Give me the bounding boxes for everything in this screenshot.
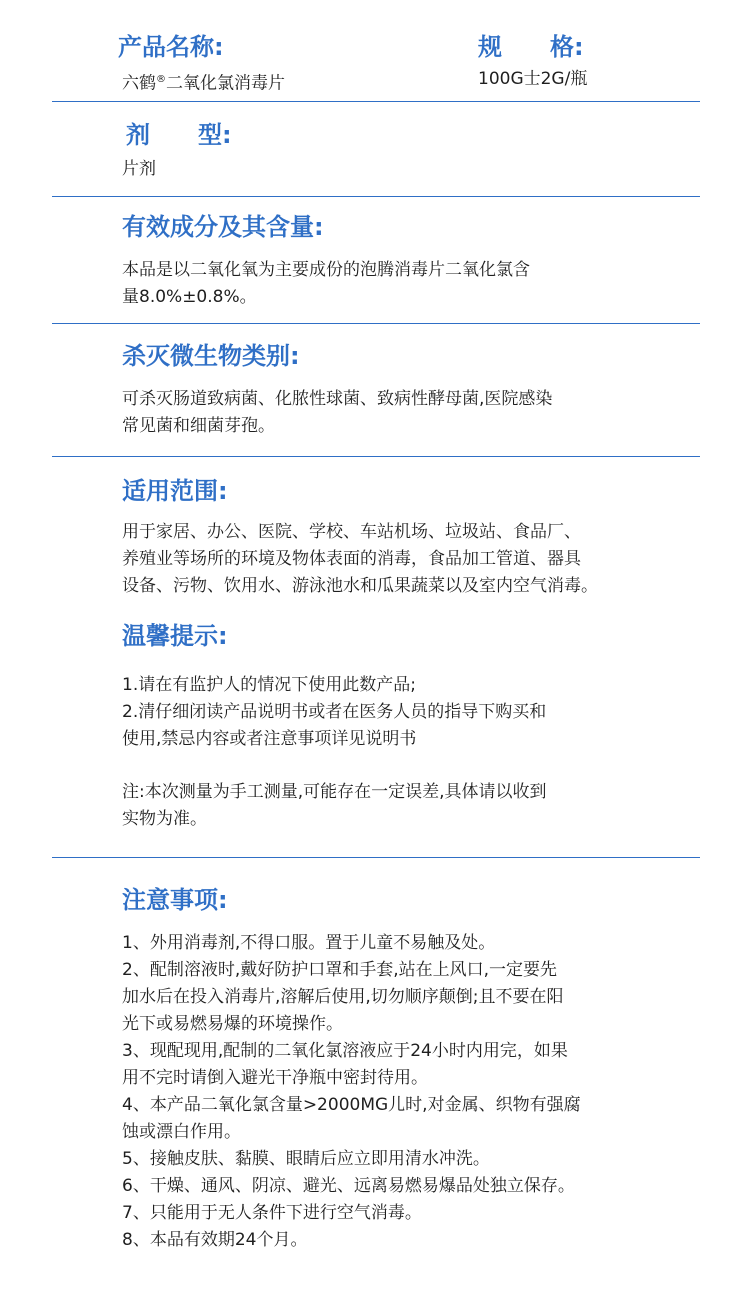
- tips-note-line: 注:本次测量为手工测量,可能存在一定误差,具体请以收到: [122, 782, 547, 802]
- microbes-line: 可杀灭肠道致病菌、化脓性球菌、致病性酵母菌,医院感染: [122, 389, 553, 409]
- caution-line: 3、现配现用,配制的二氧化氯溶液应于24小时内用完，如果: [122, 1041, 568, 1061]
- caution-line: 8、本品有效期24个月。: [122, 1230, 308, 1250]
- product-name-value: [122, 66, 285, 98]
- ingredient-line: 量8.0%±0.8%。: [122, 287, 257, 307]
- caution-line: 6、干燥、通风、阴凉、避光、远离易燃易爆品处独立保存。: [122, 1176, 575, 1196]
- tips-heading: 温馨提示:: [122, 622, 228, 650]
- tips-line: 使用,禁忌内容或者注意事项详见说明书: [122, 729, 417, 749]
- cautions-paragraph: [122, 930, 712, 1254]
- divider: [52, 323, 700, 324]
- caution-line: 4、本产品二氧化氯含量>2000MG儿时,对金属、织物有强腐: [122, 1095, 581, 1115]
- microbes-line: 常见菌和细菌芽孢。: [122, 416, 275, 436]
- caution-line: 1、外用消毒剂,不得口服。置于儿童不易触及处。: [122, 933, 496, 953]
- product-name-heading: 产品名称:: [118, 33, 224, 61]
- divider: [52, 101, 700, 102]
- tips-note: [122, 779, 712, 833]
- product-name-suffix: 二氧化氯消毒片: [166, 73, 285, 94]
- scope-heading: 适用范围:: [122, 477, 228, 505]
- spec-heading: 规 格:: [478, 33, 584, 61]
- caution-line: 蚀或漂白作用。: [122, 1122, 241, 1142]
- ingredient-heading: 有效成分及其含量:: [122, 213, 324, 241]
- scope-paragraph: [122, 519, 712, 600]
- caution-line: 加水后在投入消毒片,溶解后使用,切勿顺序颠倒;且不要在阳: [122, 987, 564, 1007]
- divider: [52, 857, 700, 858]
- microbes-heading: 杀灭微生物类别:: [122, 342, 300, 370]
- microbes-paragraph: [122, 386, 712, 440]
- divider: [52, 456, 700, 457]
- tips-note-line: 实物为准。: [122, 809, 207, 829]
- ingredient-line: 本品是以二氧化氧为主要成份的泡腾消毒片二氧化氯含: [122, 260, 530, 280]
- tips-line: 1.请在有监护人的情况下使用此数产品;: [122, 675, 416, 695]
- ingredient-paragraph: [122, 257, 712, 311]
- spec-value: 100G士2G/瓶: [478, 69, 588, 89]
- tips-line: 2.清仔细闭读产品说明书或者在医务人员的指导下购买和: [122, 702, 547, 722]
- caution-line: 2、配制溶液时,戴好防护口罩和手套,站在上风口,一定要先: [122, 960, 558, 980]
- dosage-form-value: 片剂: [122, 159, 156, 179]
- scope-line: 设备、污物、饮用水、游泳池水和瓜果蔬菜以及室内空气消毒。: [122, 576, 598, 596]
- cautions-heading: 注意事项:: [122, 886, 228, 914]
- caution-line: 光下或易燃易爆的环境操作。: [122, 1014, 343, 1034]
- scope-line: 养殖业等场所的环境及物体表面的消毒，食品加工管道、器具: [122, 549, 581, 569]
- scope-line: 用于家居、办公、医院、学校、车站机场、垃圾站、食品厂、: [122, 522, 581, 542]
- registered-mark: ®: [156, 74, 166, 85]
- product-name-prefix: 六鹤: [122, 73, 156, 94]
- caution-line: 用不完时请倒入避光干净瓶中密封待用。: [122, 1068, 428, 1088]
- caution-line: 7、只能用于无人条件下进行空气消毒。: [122, 1203, 422, 1223]
- dosage-form-heading: 剂 型:: [126, 121, 232, 149]
- caution-line: 5、接触皮肤、黏膜、眼睛后应立即用清水冲洗。: [122, 1149, 490, 1169]
- divider: [52, 196, 700, 197]
- tips-paragraph: [122, 672, 712, 753]
